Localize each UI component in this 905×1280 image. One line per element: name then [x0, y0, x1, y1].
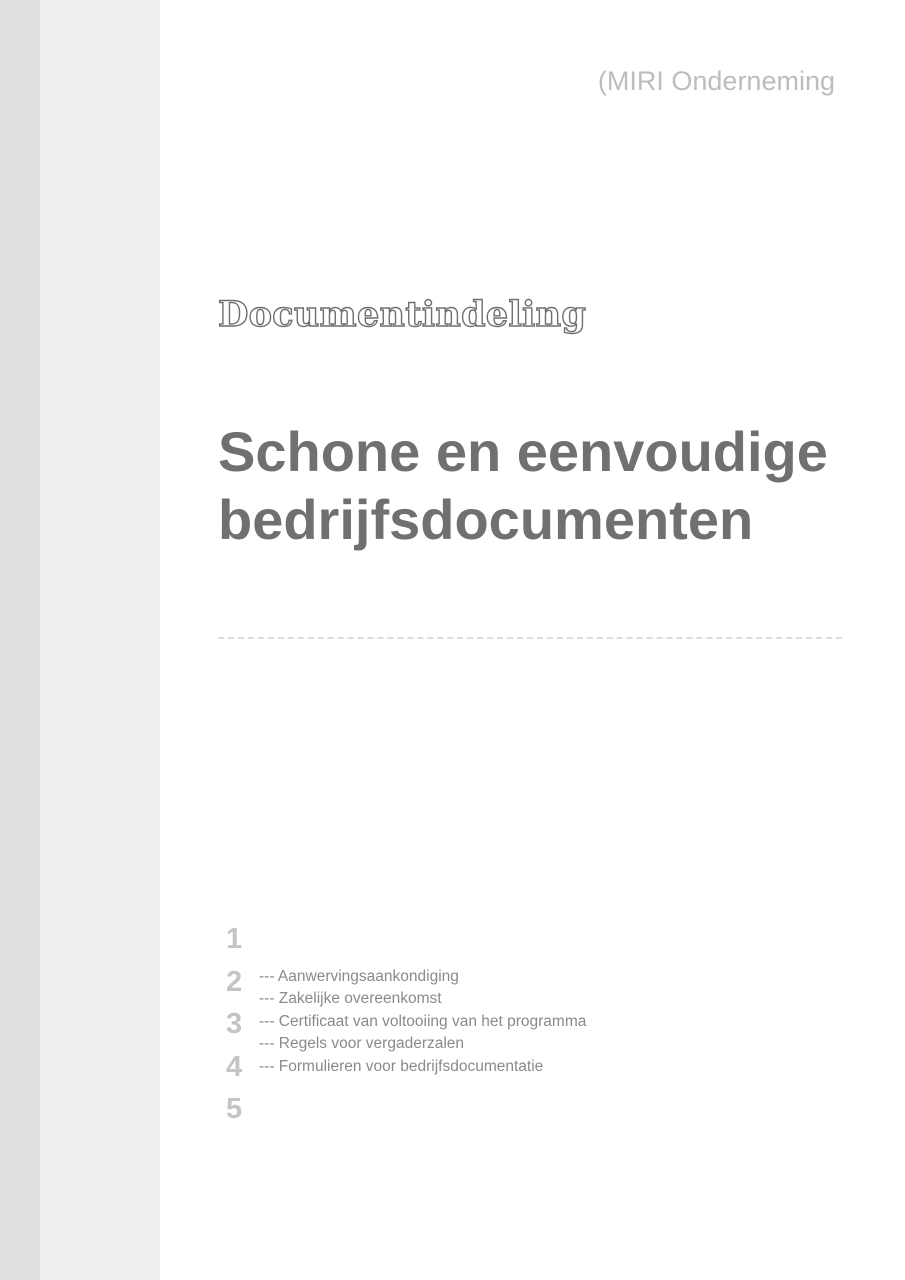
table-of-contents	[259, 966, 819, 1078]
left-outer-strip	[0, 0, 40, 1280]
left-inner-strip	[40, 0, 160, 1280]
section-number: 3	[226, 1008, 243, 1040]
toc-item: --- Certificaat van voltooiing van het programma	[259, 1012, 587, 1030]
document-kicker: Documentindeling	[218, 294, 587, 335]
dashed-divider	[218, 637, 842, 639]
section-number: 4	[226, 1050, 243, 1083]
section-number: 1	[226, 923, 243, 955]
title-line-1: Schone en eenvoudige	[218, 420, 828, 483]
title-line-2: bedrijfsdocumenten	[218, 488, 754, 551]
section-number: 2	[226, 965, 243, 998]
company-name: (MIRI Onderneming	[597, 66, 835, 96]
toc-item: --- Aanwervingsaankondiging	[259, 968, 459, 985]
toc-item: --- Zakelijke overeenkomst	[259, 990, 442, 1008]
section-number: 5	[226, 1093, 243, 1125]
page-title	[218, 418, 858, 554]
toc-item: --- Regels voor vergaderzalen	[259, 1035, 465, 1053]
toc-item: --- Formulieren voor bedrijfsdocumentatie	[259, 1057, 544, 1075]
section-numbers	[226, 918, 256, 1131]
